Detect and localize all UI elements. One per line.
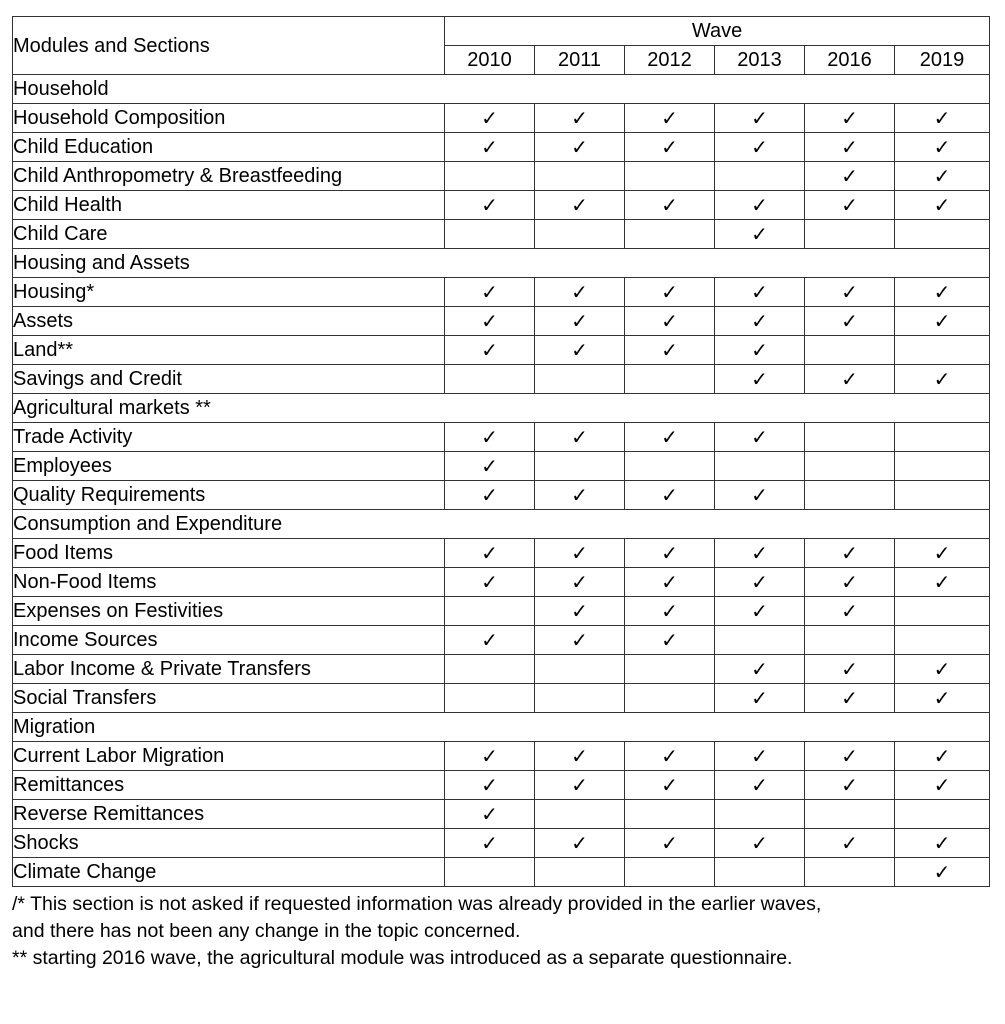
empty-cell — [895, 713, 990, 742]
check-mark-cell: ✓ — [445, 452, 535, 481]
section-label: Migration — [13, 713, 445, 742]
check-mark-cell: ✓ — [805, 307, 895, 336]
check-mark-cell: ✓ — [715, 365, 805, 394]
check-mark-cell: ✓ — [535, 481, 625, 510]
section-label: Income Sources — [13, 626, 445, 655]
year-header: 2010 — [445, 46, 535, 75]
empty-cell — [805, 423, 895, 452]
check-mark-cell: ✓ — [535, 104, 625, 133]
empty-cell — [535, 684, 625, 713]
section-row — [13, 510, 990, 539]
empty-cell — [625, 510, 715, 539]
table-header-row — [13, 17, 990, 46]
section-label: Consumption and Expenditure — [13, 510, 445, 539]
check-mark-cell: ✓ — [805, 104, 895, 133]
check-mark-cell: ✓ — [445, 104, 535, 133]
empty-cell — [445, 220, 535, 249]
modules-table — [12, 16, 990, 887]
empty-cell — [715, 800, 805, 829]
check-mark-cell: ✓ — [895, 858, 990, 887]
table-row — [13, 220, 990, 249]
empty-cell — [445, 713, 535, 742]
check-mark-cell: ✓ — [805, 191, 895, 220]
check-mark-cell: ✓ — [445, 742, 535, 771]
empty-cell — [625, 249, 715, 278]
check-mark-cell: ✓ — [535, 539, 625, 568]
check-mark-cell: ✓ — [625, 539, 715, 568]
section-row — [13, 858, 990, 887]
check-mark-cell: ✓ — [895, 829, 990, 858]
empty-cell — [715, 162, 805, 191]
row-label: Child Education — [13, 133, 445, 162]
check-mark-cell: ✓ — [625, 278, 715, 307]
empty-cell — [445, 655, 535, 684]
empty-cell — [805, 220, 895, 249]
row-label: Child Health — [13, 191, 445, 220]
section-label: Shocks — [13, 829, 445, 858]
check-mark-cell: ✓ — [715, 742, 805, 771]
empty-cell — [625, 800, 715, 829]
check-mark-cell: ✓ — [445, 481, 535, 510]
check-mark-cell: ✓ — [895, 191, 990, 220]
check-mark-cell: ✓ — [625, 568, 715, 597]
section-label: Agricultural markets ** — [13, 394, 445, 423]
empty-cell — [895, 423, 990, 452]
empty-cell — [625, 713, 715, 742]
empty-cell — [805, 452, 895, 481]
empty-cell — [895, 800, 990, 829]
year-header: 2019 — [895, 46, 990, 75]
table-row — [13, 423, 990, 452]
check-mark-cell: ✓ — [805, 568, 895, 597]
table-row — [13, 162, 990, 191]
empty-cell — [625, 655, 715, 684]
footnote-line: and there has not been any change in the topic concerned. — [12, 920, 521, 942]
check-mark-cell: ✓ — [895, 684, 990, 713]
empty-cell — [895, 336, 990, 365]
check-mark-cell: ✓ — [625, 597, 715, 626]
check-mark-cell: ✓ — [805, 771, 895, 800]
row-label: Non-Food Items — [13, 568, 445, 597]
row-label: Food Items — [13, 539, 445, 568]
check-mark-cell: ✓ — [895, 104, 990, 133]
label-column-header: Modules and Sections — [13, 17, 445, 75]
empty-cell — [805, 713, 895, 742]
table-row — [13, 191, 990, 220]
empty-cell — [805, 336, 895, 365]
row-label: Child Care — [13, 220, 445, 249]
check-mark-cell: ✓ — [445, 626, 535, 655]
table-row — [13, 336, 990, 365]
row-label: Trade Activity — [13, 423, 445, 452]
row-label: Reverse Remittances — [13, 800, 445, 829]
check-mark-cell: ✓ — [715, 684, 805, 713]
empty-cell — [895, 481, 990, 510]
check-mark-cell: ✓ — [445, 307, 535, 336]
row-label: Assets — [13, 307, 445, 336]
check-mark-cell: ✓ — [625, 104, 715, 133]
check-mark-cell: ✓ — [535, 423, 625, 452]
table-row — [13, 278, 990, 307]
check-mark-cell: ✓ — [625, 133, 715, 162]
check-mark-cell: ✓ — [715, 133, 805, 162]
section-row — [13, 626, 990, 655]
empty-cell — [535, 713, 625, 742]
row-label: Expenses on Festivities — [13, 597, 445, 626]
check-mark-cell: ✓ — [535, 191, 625, 220]
check-mark-cell: ✓ — [895, 742, 990, 771]
row-label: Housing* — [13, 278, 445, 307]
check-mark-cell: ✓ — [535, 278, 625, 307]
section-row — [13, 713, 990, 742]
section-label: Climate Change — [13, 858, 445, 887]
table-row — [13, 307, 990, 336]
empty-cell — [715, 858, 805, 887]
check-mark-cell: ✓ — [535, 307, 625, 336]
table-row — [13, 771, 990, 800]
empty-cell — [445, 597, 535, 626]
check-mark-cell: ✓ — [895, 539, 990, 568]
empty-cell — [715, 394, 805, 423]
check-mark-cell: ✓ — [805, 829, 895, 858]
check-mark-cell: ✓ — [715, 191, 805, 220]
empty-cell — [625, 684, 715, 713]
check-mark-cell: ✓ — [805, 539, 895, 568]
empty-cell — [625, 220, 715, 249]
empty-cell — [625, 452, 715, 481]
check-mark-cell: ✓ — [535, 597, 625, 626]
check-mark-cell: ✓ — [895, 278, 990, 307]
check-mark-cell: ✓ — [805, 742, 895, 771]
year-header: 2011 — [535, 46, 625, 75]
empty-cell — [805, 626, 895, 655]
section-row — [13, 249, 990, 278]
empty-cell — [805, 75, 895, 104]
empty-cell — [805, 394, 895, 423]
empty-cell — [895, 452, 990, 481]
row-label: Land** — [13, 336, 445, 365]
empty-cell — [625, 394, 715, 423]
empty-cell — [535, 510, 625, 539]
empty-cell — [715, 713, 805, 742]
check-mark-cell: ✓ — [895, 162, 990, 191]
table-body — [13, 75, 990, 887]
check-mark-cell: ✓ — [625, 336, 715, 365]
check-mark-cell: ✓ — [805, 597, 895, 626]
check-mark-cell: ✓ — [715, 220, 805, 249]
check-mark-cell: ✓ — [535, 829, 625, 858]
empty-cell — [445, 365, 535, 394]
row-label: Quality Requirements — [13, 481, 445, 510]
row-label: Current Labor Migration — [13, 742, 445, 771]
check-mark-cell: ✓ — [625, 481, 715, 510]
check-mark-cell: ✓ — [805, 162, 895, 191]
empty-cell — [535, 452, 625, 481]
check-mark-cell: ✓ — [805, 278, 895, 307]
empty-cell — [535, 394, 625, 423]
row-label: Savings and Credit — [13, 365, 445, 394]
check-mark-cell: ✓ — [535, 568, 625, 597]
check-mark-cell: ✓ — [715, 655, 805, 684]
footnote-line: ** starting 2016 wave, the agricultural module was introduced as a separate questionnaire. — [12, 947, 793, 969]
table-row — [13, 104, 990, 133]
check-mark-cell: ✓ — [445, 568, 535, 597]
empty-cell — [805, 249, 895, 278]
check-mark-cell: ✓ — [895, 133, 990, 162]
empty-cell — [445, 510, 535, 539]
check-mark-cell: ✓ — [535, 742, 625, 771]
check-mark-cell: ✓ — [895, 655, 990, 684]
empty-cell — [535, 858, 625, 887]
check-mark-cell: ✓ — [625, 191, 715, 220]
check-mark-cell: ✓ — [535, 626, 625, 655]
check-mark-cell: ✓ — [445, 800, 535, 829]
year-header: 2012 — [625, 46, 715, 75]
empty-cell — [895, 597, 990, 626]
row-label: Labor Income & Private Transfers — [13, 655, 445, 684]
check-mark-cell: ✓ — [895, 771, 990, 800]
section-row — [13, 394, 990, 423]
check-mark-cell: ✓ — [895, 307, 990, 336]
empty-cell — [445, 162, 535, 191]
check-mark-cell: ✓ — [445, 771, 535, 800]
empty-cell — [715, 249, 805, 278]
row-label: Remittances — [13, 771, 445, 800]
table-row — [13, 452, 990, 481]
check-mark-cell: ✓ — [445, 423, 535, 452]
table-row — [13, 568, 990, 597]
check-mark-cell: ✓ — [625, 423, 715, 452]
check-mark-cell: ✓ — [535, 771, 625, 800]
check-mark-cell: ✓ — [625, 771, 715, 800]
check-mark-cell: ✓ — [715, 829, 805, 858]
check-mark-cell: ✓ — [805, 655, 895, 684]
empty-cell — [535, 800, 625, 829]
empty-cell — [535, 75, 625, 104]
footnotes — [12, 891, 989, 972]
empty-cell — [715, 452, 805, 481]
empty-cell — [445, 684, 535, 713]
row-label: Child Anthropometry & Breastfeeding — [13, 162, 445, 191]
check-mark-cell: ✓ — [805, 684, 895, 713]
check-mark-cell: ✓ — [895, 365, 990, 394]
check-mark-cell: ✓ — [535, 133, 625, 162]
check-mark-cell: ✓ — [715, 539, 805, 568]
empty-cell — [625, 162, 715, 191]
empty-cell — [535, 220, 625, 249]
empty-cell — [895, 510, 990, 539]
year-header: 2016 — [805, 46, 895, 75]
check-mark-cell: ✓ — [805, 133, 895, 162]
empty-cell — [715, 75, 805, 104]
check-mark-cell: ✓ — [445, 539, 535, 568]
table-row — [13, 597, 990, 626]
table-row — [13, 800, 990, 829]
check-mark-cell: ✓ — [805, 365, 895, 394]
table-row — [13, 481, 990, 510]
empty-cell — [715, 510, 805, 539]
check-mark-cell: ✓ — [715, 597, 805, 626]
check-mark-cell: ✓ — [625, 742, 715, 771]
empty-cell — [805, 800, 895, 829]
empty-cell — [625, 858, 715, 887]
empty-cell — [535, 365, 625, 394]
check-mark-cell: ✓ — [895, 568, 990, 597]
check-mark-cell: ✓ — [715, 104, 805, 133]
empty-cell — [895, 626, 990, 655]
empty-cell — [445, 75, 535, 104]
empty-cell — [625, 75, 715, 104]
table-row — [13, 365, 990, 394]
check-mark-cell: ✓ — [625, 829, 715, 858]
check-mark-cell: ✓ — [535, 336, 625, 365]
empty-cell — [445, 249, 535, 278]
check-mark-cell: ✓ — [715, 336, 805, 365]
year-header: 2013 — [715, 46, 805, 75]
check-mark-cell: ✓ — [625, 307, 715, 336]
empty-cell — [805, 481, 895, 510]
check-mark-cell: ✓ — [715, 481, 805, 510]
row-label: Social Transfers — [13, 684, 445, 713]
table-row — [13, 655, 990, 684]
footnote-line: /* This section is not asked if requested information was already provided in the earlier waves, — [12, 893, 822, 915]
check-mark-cell: ✓ — [445, 191, 535, 220]
check-mark-cell: ✓ — [715, 771, 805, 800]
check-mark-cell: ✓ — [715, 568, 805, 597]
empty-cell — [805, 858, 895, 887]
wave-group-header: Wave — [445, 17, 990, 46]
section-label: Housing and Assets — [13, 249, 445, 278]
empty-cell — [895, 75, 990, 104]
check-mark-cell: ✓ — [445, 829, 535, 858]
modules-table-container — [12, 16, 989, 972]
empty-cell — [805, 510, 895, 539]
row-label: Household Composition — [13, 104, 445, 133]
table-row — [13, 742, 990, 771]
check-mark-cell: ✓ — [715, 278, 805, 307]
section-label: Household — [13, 75, 445, 104]
empty-cell — [895, 220, 990, 249]
check-mark-cell: ✓ — [625, 626, 715, 655]
empty-cell — [625, 365, 715, 394]
row-label: Employees — [13, 452, 445, 481]
table-row — [13, 684, 990, 713]
empty-cell — [535, 249, 625, 278]
check-mark-cell: ✓ — [445, 278, 535, 307]
check-mark-cell: ✓ — [445, 336, 535, 365]
empty-cell — [445, 858, 535, 887]
empty-cell — [445, 394, 535, 423]
empty-cell — [535, 162, 625, 191]
table-row — [13, 133, 990, 162]
empty-cell — [895, 394, 990, 423]
empty-cell — [895, 249, 990, 278]
check-mark-cell: ✓ — [445, 133, 535, 162]
check-mark-cell: ✓ — [715, 307, 805, 336]
empty-cell — [715, 626, 805, 655]
empty-cell — [535, 655, 625, 684]
section-row — [13, 75, 990, 104]
check-mark-cell: ✓ — [715, 423, 805, 452]
section-row — [13, 829, 990, 858]
table-row — [13, 539, 990, 568]
